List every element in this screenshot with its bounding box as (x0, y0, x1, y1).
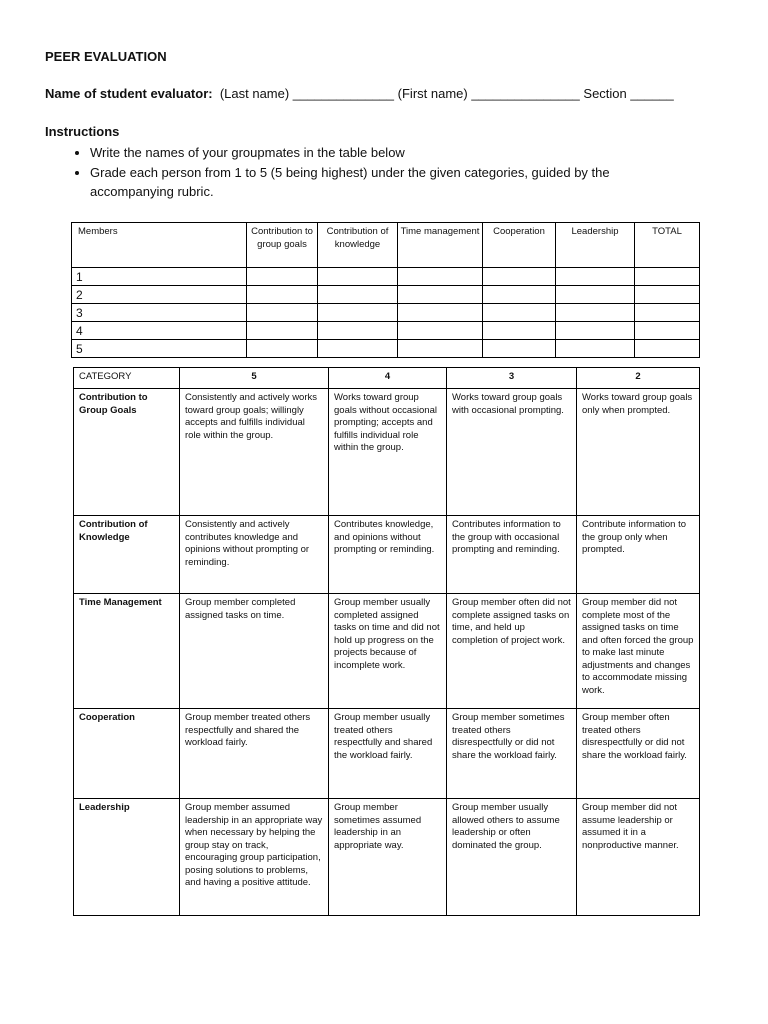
evaluator-name-label: Name of student evaluator: (45, 86, 213, 101)
score-cell[interactable] (398, 304, 483, 322)
column-header: 3 (447, 368, 577, 389)
rubric-cell: Contribute information to the group only when prompted. (577, 516, 700, 594)
table-row (74, 389, 700, 516)
table-row (74, 799, 700, 916)
table-row (72, 268, 700, 286)
rubric-category: Cooperation (74, 709, 180, 799)
table-row (74, 709, 700, 799)
rubric-header-row (74, 368, 700, 389)
column-header: CATEGORY (74, 368, 180, 389)
rubric-cell: Group member assumed leadership in an appropriate way when necessary by helping the group stay on track, encouraging group participation, posing solutions to problems, and having a positive attitude. (180, 799, 329, 916)
first-name-field: (First name) _______________ (397, 86, 580, 101)
total-cell[interactable] (635, 340, 700, 358)
instruction-item: • Grade each person from 1 to 5 (5 being highest) under the given categories, guided by the accompanying rubric. (90, 163, 690, 202)
rubric-cell: Consistently and actively works toward group goals; willingly accepts and fulfills individual role within the group. (180, 389, 329, 516)
member-number: 3 (72, 304, 247, 322)
column-header: TOTAL (635, 223, 700, 268)
instructions-heading: Instructions (45, 124, 120, 139)
score-cell[interactable] (556, 268, 635, 286)
column-header: 4 (329, 368, 447, 389)
rubric-category: Time Management (74, 594, 180, 709)
score-cell[interactable] (398, 340, 483, 358)
rubric-table (73, 367, 700, 916)
column-header: 5 (180, 368, 329, 389)
score-cell[interactable] (247, 340, 318, 358)
table-row (72, 340, 700, 358)
column-header: Contribution to group goals (247, 223, 318, 268)
rubric-cell: Works toward group goals with occasional prompting. (447, 389, 577, 516)
rubric-cell: Group member did not assume leadership or assumed it in a nonproductive manner. (577, 799, 700, 916)
members-header-row (72, 223, 700, 268)
rubric-cell: Group member did not complete most of the assigned tasks on time and often forced the group to make last minute adjustments and changes to accommodate missing work. (577, 594, 700, 709)
page-title: PEER EVALUATION (45, 49, 167, 64)
score-cell[interactable] (556, 340, 635, 358)
column-header: Contribution of knowledge (318, 223, 398, 268)
last-name-field: (Last name) ______________ (219, 86, 395, 101)
rubric-cell: Group member usually treated others respectfully and shared the workload fairly. (329, 709, 447, 799)
score-cell[interactable] (556, 286, 635, 304)
column-header: Cooperation (483, 223, 556, 268)
score-cell[interactable] (398, 268, 483, 286)
column-header: 2 (577, 368, 700, 389)
column-header: Leadership (556, 223, 635, 268)
total-cell[interactable] (635, 304, 700, 322)
score-cell[interactable] (483, 268, 556, 286)
rubric-cell: Group member usually completed assigned tasks on time and did not hold up progress on the projects because of incomplete work. (329, 594, 447, 709)
score-cell[interactable] (247, 286, 318, 304)
total-cell[interactable] (635, 322, 700, 340)
table-row (74, 516, 700, 594)
rubric-cell: Group member treated others respectfully and shared the workload fairly. (180, 709, 329, 799)
section-field: Section ______ (583, 86, 674, 101)
rubric-cell: Contributes information to the group with occasional prompting and reminding. (447, 516, 577, 594)
score-cell[interactable] (318, 304, 398, 322)
member-number: 2 (72, 286, 247, 304)
rubric-cell: Works toward group goals only when prompted. (577, 389, 700, 516)
evaluator-name-line (45, 86, 674, 101)
total-cell[interactable] (635, 268, 700, 286)
member-number: 5 (72, 340, 247, 358)
member-number: 1 (72, 268, 247, 286)
rubric-cell: Group member completed assigned tasks on time. (180, 594, 329, 709)
total-cell[interactable] (635, 286, 700, 304)
instructions-list (60, 143, 690, 202)
column-header: Time management (398, 223, 483, 268)
score-cell[interactable] (318, 340, 398, 358)
column-header: Members (72, 223, 247, 268)
rubric-cell: Group member sometimes treated others disrespectfully or did not share the workload fairly. (447, 709, 577, 799)
table-row (72, 286, 700, 304)
members-table (71, 222, 700, 358)
rubric-cell: Works toward group goals without occasional prompting; accepts and fulfills individual role within the group. (329, 389, 447, 516)
score-cell[interactable] (398, 322, 483, 340)
rubric-cell: Group member often did not complete assigned tasks on time, and held up completion of project work. (447, 594, 577, 709)
rubric-cell: Contributes knowledge, and opinions without prompting or reminding. (329, 516, 447, 594)
score-cell[interactable] (398, 286, 483, 304)
rubric-category: Contribution of Knowledge (74, 516, 180, 594)
score-cell[interactable] (483, 322, 556, 340)
rubric-cell: Group member sometimes assumed leadership in an appropriate way. (329, 799, 447, 916)
score-cell[interactable] (247, 304, 318, 322)
table-row (74, 594, 700, 709)
rubric-category: Leadership (74, 799, 180, 916)
score-cell[interactable] (483, 340, 556, 358)
score-cell[interactable] (318, 286, 398, 304)
rubric-cell: Group member usually allowed others to assume leadership or often dominated the group. (447, 799, 577, 916)
rubric-category: Contribution to Group Goals (74, 389, 180, 516)
table-row (72, 322, 700, 340)
member-number: 4 (72, 322, 247, 340)
score-cell[interactable] (556, 304, 635, 322)
rubric-cell: Consistently and actively contributes knowledge and opinions without prompting or reminding. (180, 516, 329, 594)
score-cell[interactable] (483, 304, 556, 322)
rubric-cell: Group member often treated others disrespectfully or did not share the workload fairly. (577, 709, 700, 799)
table-row (72, 304, 700, 322)
score-cell[interactable] (556, 322, 635, 340)
score-cell[interactable] (318, 268, 398, 286)
instruction-item: • Write the names of your groupmates in the table below (90, 143, 690, 163)
score-cell[interactable] (247, 322, 318, 340)
score-cell[interactable] (483, 286, 556, 304)
score-cell[interactable] (247, 268, 318, 286)
score-cell[interactable] (318, 322, 398, 340)
